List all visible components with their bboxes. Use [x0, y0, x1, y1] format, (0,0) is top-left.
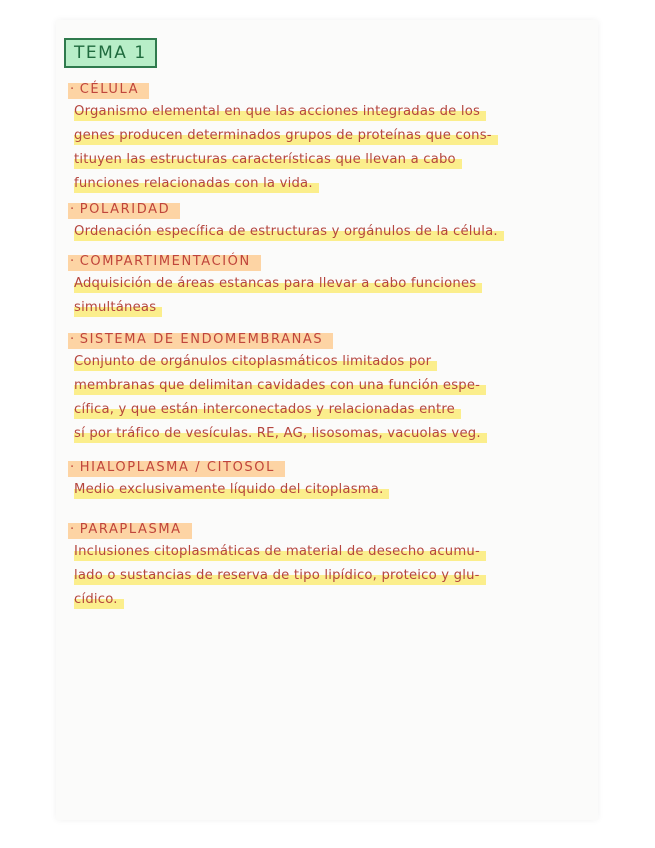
definition-line: sí por tráfico de vesículas. RE, AG, lisosomas, vacuolas veg.: [74, 422, 487, 446]
definition-line: Medio exclusivamente líquido del citoplasma.: [74, 478, 389, 502]
section-heading-text: POLARIDAD: [79, 202, 171, 217]
definition-line: membranas que delimitan cavidades con una función espe-: [74, 374, 486, 398]
definition-line: Adquisición de áreas estancas para llevar a cabo funciones: [74, 272, 482, 296]
bullet-dot-icon: ·: [70, 332, 76, 347]
page-title: TEMA 1: [64, 38, 157, 68]
definition-line: Ordenación específica de estructuras y orgánulos de la célula.: [74, 220, 504, 244]
definition-line: Inclusiones citoplasmáticas de material de desecho acumu-: [74, 540, 486, 564]
definition-line: Conjunto de orgánulos citoplasmáticos limitados por: [74, 350, 437, 374]
bullet-dot-icon: ·: [70, 522, 76, 537]
section-heading: [68, 520, 192, 540]
bullet-dot-icon: ·: [70, 82, 76, 97]
definition-line: genes producen determinados grupos de proteínas que cons-: [74, 124, 498, 148]
section-compartimentacion: [68, 250, 598, 320]
section-polaridad: [68, 198, 598, 244]
section-heading: [68, 330, 333, 350]
definition-line: tituyen las estructuras características que llevan a cabo: [74, 148, 462, 172]
section-heading: [68, 458, 285, 478]
section-hialoplasma: [68, 456, 598, 502]
section-heading-text: PARAPLASMA: [79, 522, 182, 537]
bullet-dot-icon: ·: [70, 254, 76, 269]
bullet-dot-icon: ·: [70, 460, 76, 475]
bullet-dot-icon: ·: [70, 202, 76, 217]
section-sistema-endomembranas: [68, 328, 598, 446]
section-heading-text: COMPARTIMENTACIÓN: [79, 254, 251, 269]
section-paraplasma: [68, 518, 598, 612]
section-heading-text: HIALOPLASMA / CITOSOL: [79, 460, 275, 475]
section-heading: [68, 252, 261, 272]
definition-line: cídico.: [74, 588, 124, 612]
section-heading-text: CÉLULA: [79, 82, 140, 97]
section-celula: [68, 78, 598, 196]
definition-line: lado o sustancias de reserva de tipo lipídico, proteico y glu-: [74, 564, 486, 588]
definition-line: funciones relacionadas con la vida.: [74, 172, 319, 196]
definition-line: simultáneas: [74, 296, 162, 320]
section-heading: [68, 80, 149, 100]
section-heading-text: SISTEMA DE ENDOMEMBRANAS: [79, 332, 324, 347]
section-heading: [68, 200, 180, 220]
definition-line: Organismo elemental en que las acciones integradas de los: [74, 100, 486, 124]
definition-line: cífica, y que están interconectados y relacionadas entre: [74, 398, 461, 422]
